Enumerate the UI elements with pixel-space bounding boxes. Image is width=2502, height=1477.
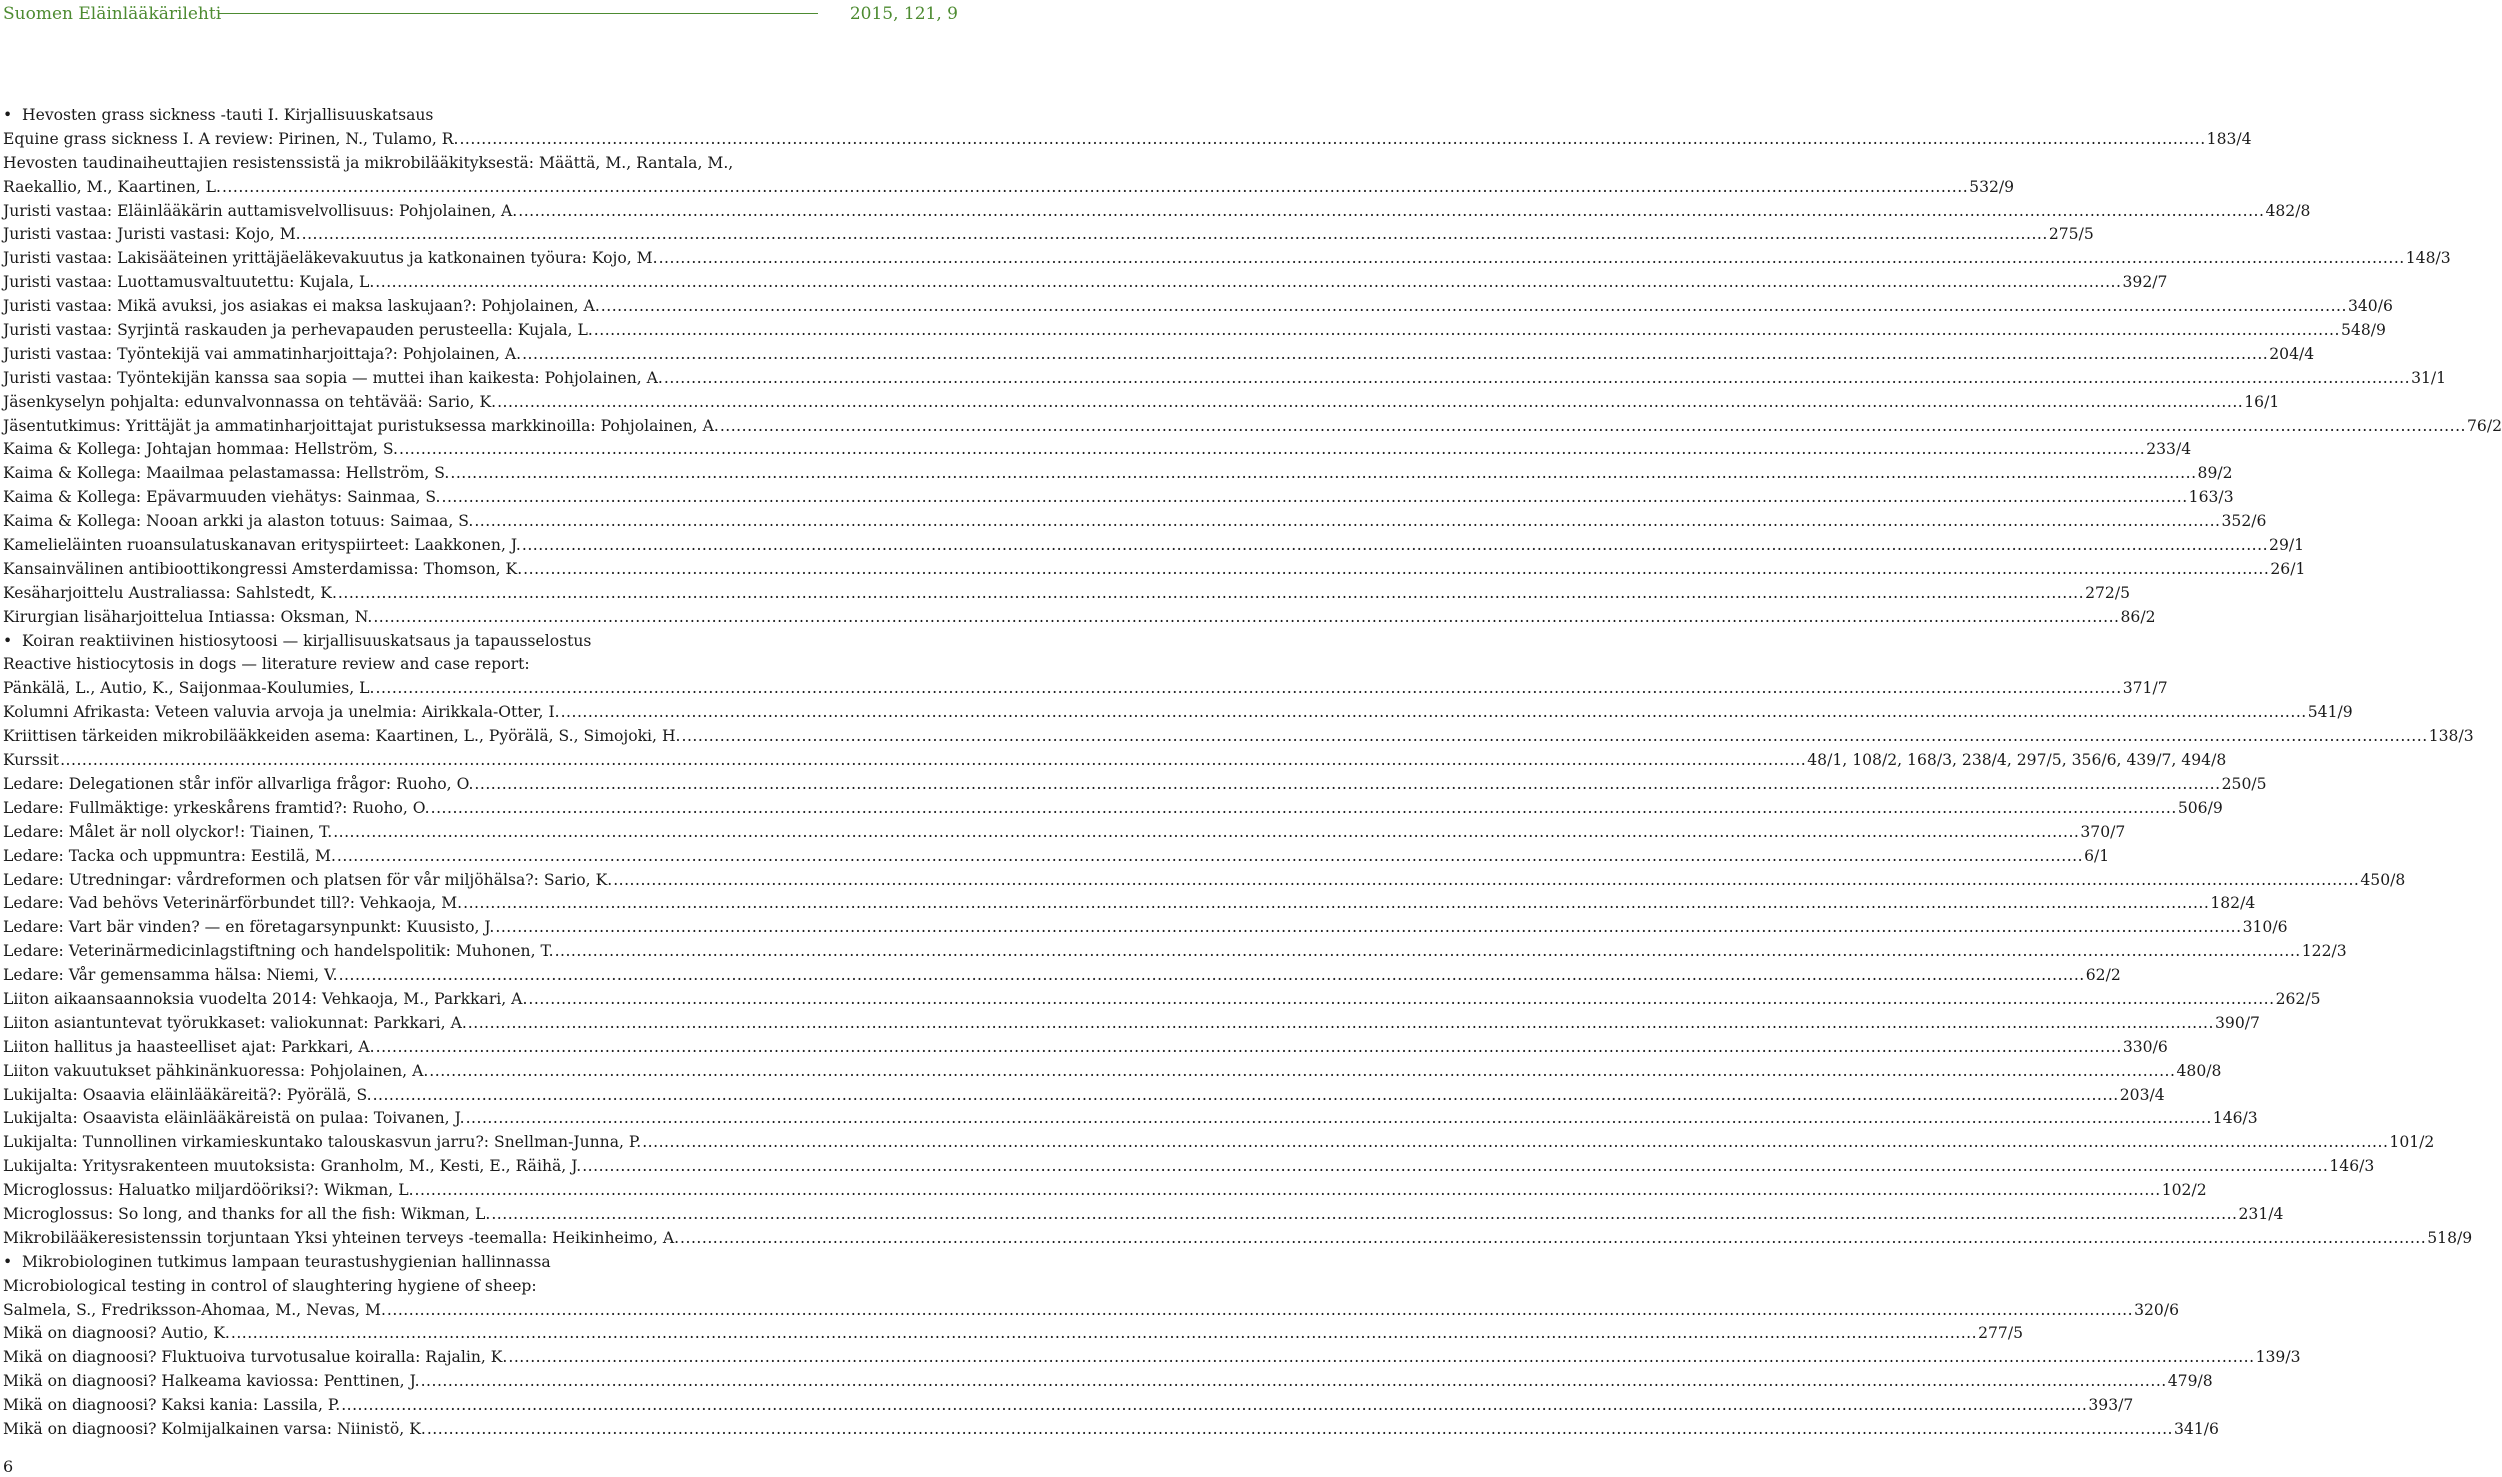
page-reference: 330/6 <box>2122 1037 2168 1056</box>
bullet-icon: • <box>3 631 13 650</box>
index-entry <box>3 1370 2213 1394</box>
page-reference: 277/5 <box>1978 1324 2024 1343</box>
entry-title: Liiton hallitus ja haasteelliset ajat: Parkkari, A. <box>3 1037 375 1056</box>
dot-leader <box>463 892 2209 916</box>
index-entry <box>3 200 2311 224</box>
dot-leader <box>375 271 2121 295</box>
index-entry <box>3 247 2451 271</box>
page-reference: 275/5 <box>2048 225 2094 244</box>
entry-title: Kirurgian lisäharjoittelua Intiassa: Oksman, N. <box>3 607 373 626</box>
entry-title: Ledare: Fullmäktige: yrkeskårens framtid?: Ruoho, O. <box>3 798 430 817</box>
entry-title: Kesäharjoittelu Australiassa: Sahlstedt, K. <box>3 583 337 602</box>
dot-leader <box>518 200 2264 224</box>
page-reference: 102/2 <box>2161 1181 2207 1200</box>
index-entry <box>3 869 2406 893</box>
entry-title: Juristi vastaa: Eläinlääkärin auttamisvelvollisuus: Pohjolainen, A. <box>3 201 518 220</box>
page-reference: 479/8 <box>2167 1372 2213 1391</box>
page-reference: 29/1 <box>2269 536 2305 555</box>
index-entry <box>3 1107 2258 1131</box>
page-reference: 86/2 <box>2120 607 2156 626</box>
entry-title: Salmela, S., Fredriksson-Ahomaa, M., Nevas, M. <box>3 1300 386 1319</box>
index-entry <box>3 223 2094 247</box>
dot-leader <box>373 606 2119 630</box>
header-rule <box>218 13 818 14</box>
dot-leader <box>427 1418 2173 1442</box>
index-entry <box>3 916 2288 940</box>
index-entry <box>3 964 2121 988</box>
index-entry <box>3 534 2305 558</box>
dot-leader <box>495 916 2241 940</box>
index-entry <box>3 438 2192 462</box>
entry-title: Kolumni Afrikasta: Veteen valuvia arvoja ja unelmia: Airikkala-Otter, I. <box>3 703 560 722</box>
page-reference: 76/2 <box>2467 416 2502 435</box>
entry-title: Ledare: Utredningar: vårdreformen och platsen för vår miljöhälsa?: Sario, K. <box>3 870 613 889</box>
dot-leader <box>720 415 2466 439</box>
dot-leader <box>339 964 2085 988</box>
index-entry <box>3 1418 2219 1442</box>
dot-leader <box>421 1370 2167 1394</box>
entry-title: Kamelieläinten ruoansulatuskanavan erityspiirteet: Laakkonen, J. <box>3 536 521 555</box>
dot-leader <box>415 1179 2161 1203</box>
dot-leader <box>302 223 2048 247</box>
entry-title: Microglossus: So long, and thanks for all the fish: Wikman, L. <box>3 1204 491 1223</box>
index-entry <box>3 295 2393 319</box>
page-reference: 31/1 <box>2411 368 2447 387</box>
index-entry <box>3 1179 2207 1203</box>
page-reference: 262/5 <box>2275 989 2321 1008</box>
page-reference: 272/5 <box>2085 583 2131 602</box>
page-reference: 183/4 <box>2206 129 2252 148</box>
dot-leader <box>468 1012 2214 1036</box>
index-entry <box>3 1346 2301 1370</box>
dot-leader <box>459 128 2205 152</box>
index-entries <box>3 104 2502 1442</box>
entry-title: Kaima & Kollega: Epävarmuuden viehätys: Sainmaa, S. <box>3 488 441 507</box>
index-entry <box>3 1299 2180 1323</box>
dot-leader <box>441 486 2187 510</box>
dot-leader <box>466 1107 2212 1131</box>
index-entry <box>3 1012 2260 1036</box>
index-entry <box>3 988 2321 1012</box>
bullet-icon: • <box>3 106 13 124</box>
entry-title: Mikrobilääkeresistenssin torjuntaan Yksi yhteinen terveys -teemalla: Heikinheimo, A. <box>3 1228 680 1247</box>
dot-leader <box>337 845 2083 869</box>
entry-title: Kaima & Kollega: Johtajan hommaa: Hellström, S. <box>3 440 399 459</box>
page-reference: 341/6 <box>2174 1419 2219 1438</box>
dot-leader <box>594 319 2340 343</box>
page-reference: 16/1 <box>2244 392 2280 411</box>
index-entry <box>3 1203 2284 1227</box>
index-entry <box>3 486 2234 510</box>
index-entry <box>3 558 2306 582</box>
entry-title: Mikrobiologinen tutkimus lampaan teurastushygienian hallinnassa <box>22 1252 551 1271</box>
entry-title: Kansainvälinen antibioottikongressi Amsterdamissa: Thomson, K. <box>3 559 523 578</box>
page-reference: 146/3 <box>2329 1157 2375 1176</box>
dot-leader <box>508 1346 2254 1370</box>
page-reference: 204/4 <box>2269 344 2315 363</box>
index-entry <box>3 367 2447 391</box>
entry-title: Raekallio, M., Kaartinen, L. <box>3 177 221 196</box>
page-reference: 320/6 <box>2134 1300 2180 1319</box>
dot-leader <box>474 773 2220 797</box>
page-reference: 352/6 <box>2221 512 2267 531</box>
page-number: 6 <box>3 1457 14 1476</box>
page-reference: 371/7 <box>2122 679 2168 698</box>
entry-title: Mikä on diagnoosi? Kolmijalkainen varsa: Niinistö, K. <box>3 1419 426 1438</box>
dot-leader <box>664 367 2410 391</box>
index-entry <box>3 892 2256 916</box>
index-entry <box>3 606 2156 630</box>
index-entry <box>3 1322 2024 1346</box>
entry-title: Hevosten grass sickness -tauti I. Kirjallisuuskatsaus <box>22 106 434 124</box>
page-reference: 541/9 <box>2307 703 2353 722</box>
dot-leader <box>555 940 2301 964</box>
index-entry <box>3 797 2223 821</box>
page-reference: 233/4 <box>2146 440 2192 459</box>
entry-title: Ledare: Målet är noll olyckor!: Tiainen, T. <box>3 822 333 841</box>
dot-leader <box>431 797 2177 821</box>
page-reference: 482/8 <box>2265 201 2311 220</box>
entry-title: Lukijalta: Osaavia eläinlääkäreitä?: Pyörälä, S. <box>3 1085 372 1104</box>
dot-leader <box>399 438 2145 462</box>
entry-title: Liiton aikaansaannoksia vuodelta 2014: Vehkaoja, M., Parkkari, A. <box>3 989 528 1008</box>
index-entry <box>3 701 2353 725</box>
entry-title: Kaima & Kollega: Nooan arkki ja alaston totuus: Saimaa, S. <box>3 512 474 531</box>
entry-title: Mikä on diagnoosi? Kaksi kania: Lassila, P. <box>3 1396 341 1415</box>
dot-leader <box>523 558 2269 582</box>
entry-title: Pänkälä, L., Autio, K., Saijonmaa-Koulumies, L. <box>3 679 375 698</box>
index-entry <box>3 582 2131 606</box>
page-reference: 506/9 <box>2177 798 2223 817</box>
dot-leader <box>387 1299 2133 1323</box>
bullet-icon: • <box>3 1252 13 1271</box>
index-entry <box>3 415 2502 439</box>
entry-title: Lukijalta: Yritysrakenteen muutoksista: Granholm, M., Kesti, E., Räihä, J. <box>3 1157 582 1176</box>
index-entry <box>3 940 2347 964</box>
index-entry <box>3 176 2015 200</box>
dot-leader <box>582 1155 2328 1179</box>
page-reference: 89/2 <box>2197 464 2233 483</box>
entry-title: Juristi vastaa: Juristi vastasi: Kojo, M. <box>3 225 301 244</box>
page-reference: 392/7 <box>2122 273 2168 292</box>
index-entry <box>3 510 2267 534</box>
entry-title: Kaima & Kollega: Maailmaa pelastamassa: Hellström, S. <box>3 464 450 483</box>
page-reference: 203/4 <box>2119 1085 2165 1104</box>
dot-leader <box>682 725 2428 749</box>
dot-leader <box>491 1203 2237 1227</box>
dot-leader <box>231 1322 1977 1346</box>
dot-leader <box>659 247 2405 271</box>
page-reference: 148/3 <box>2405 249 2451 268</box>
entry-title: Kurssit <box>3 751 60 770</box>
entry-continuation: Microbiological testing in control of slaughtering hygiene of sheep: <box>3 1276 537 1295</box>
dot-leader <box>429 1060 2175 1084</box>
entry-title: Juristi vastaa: Syrjintä raskauden ja perhevapauden perusteella: Kujala, L. <box>3 321 593 340</box>
index-entry <box>3 343 2315 367</box>
page-reference: 182/4 <box>2210 894 2256 913</box>
entry-title: Ledare: Vår gemensamma hälsa: Niemi, V. <box>3 966 338 985</box>
page-reference: 138/3 <box>2428 727 2474 746</box>
page-reference: 139/3 <box>2255 1348 2301 1367</box>
dot-leader <box>341 1394 2087 1418</box>
page-reference: 480/8 <box>2176 1061 2222 1080</box>
entry-title: Juristi vastaa: Lakisääteinen yrittäjäeläkevakuutus ja katkonainen työura: Kojo, M. <box>3 249 658 268</box>
entry-title: Ledare: Vad behövs Veterinärförbundet till?: Vehkaoja, M. <box>3 894 463 913</box>
entry-title: Ledare: Tacka och uppmuntra: Eestilä, M. <box>3 846 336 865</box>
journal-title: Suomen Eläinlääkärilehti <box>3 4 222 24</box>
index-entry <box>3 128 2252 152</box>
entry-title: Jäsenkyselyn pohjalta: edunvalvonnassa on tehtävää: Sario, K. <box>3 392 497 411</box>
dot-leader <box>528 988 2274 1012</box>
bullet-entry <box>3 630 956 654</box>
entry-title: Mikä on diagnoosi? Fluktuoiva turvotusalue koiralla: Rajalin, K. <box>3 1348 508 1367</box>
page-reference: 340/6 <box>2347 297 2393 316</box>
entry-continuation: Reactive histiocytosis in dogs — literature review and case report: <box>3 655 530 674</box>
dot-leader <box>680 1227 2426 1251</box>
dot-leader <box>522 343 2268 367</box>
index-entry <box>3 391 2280 415</box>
page-reference: 250/5 <box>2221 774 2267 793</box>
dot-leader <box>222 176 1968 200</box>
entry-title: Mikä on diagnoosi? Halkeama kaviossa: Penttinen, J. <box>3 1372 420 1391</box>
dot-leader <box>60 749 1806 773</box>
index-entry <box>3 1036 2168 1060</box>
page-header <box>0 0 960 28</box>
index-entry <box>3 677 2168 701</box>
entry-title: Ledare: Delegationen står inför allvarliga frågor: Ruoho, O. <box>3 774 474 793</box>
page-reference: 146/3 <box>2212 1109 2258 1128</box>
index-entry <box>3 1131 2435 1155</box>
index-entry <box>3 1155 2375 1179</box>
page-reference: 26/1 <box>2270 559 2306 578</box>
dot-leader <box>338 582 2084 606</box>
index-entry <box>3 725 2474 749</box>
entry-title: Koiran reaktiivinen histiosytoosi — kirjallisuuskatsaus ja tapausselostus <box>22 631 592 650</box>
entry-title: Mikä on diagnoosi? Autio, K. <box>3 1324 230 1343</box>
page-reference: 450/8 <box>2360 870 2406 889</box>
page-reference: 393/7 <box>2088 1396 2134 1415</box>
index-entry <box>3 1060 2222 1084</box>
index-entry <box>3 845 2110 869</box>
page-reference: 48/1, 108/2, 168/3, 238/4, 297/5, 356/6, 439/7, 494/8 <box>1807 751 2227 770</box>
entry-title: Juristi vastaa: Luottamusvaltuutettu: Kujala, L. <box>3 273 375 292</box>
dot-leader <box>376 1036 2122 1060</box>
dot-leader <box>333 821 2079 845</box>
page-reference: 370/7 <box>2080 822 2126 841</box>
index-entry <box>3 1394 2134 1418</box>
index-entry <box>3 319 2386 343</box>
page-reference: 101/2 <box>2389 1133 2435 1152</box>
entry-title: Juristi vastaa: Työntekijän kanssa saa sopia — muttei ihan kaikesta: Pohjolainen, A. <box>3 368 663 387</box>
index-entry <box>3 462 2233 486</box>
index-entry <box>3 749 2227 773</box>
dot-leader <box>601 295 2347 319</box>
entry-title: Juristi vastaa: Työntekijä vai ammatinharjoittaja?: Pohjolainen, A. <box>3 344 522 363</box>
page-reference: 62/2 <box>2085 966 2121 985</box>
dot-leader <box>522 534 2268 558</box>
entry-title: Kriittisen tärkeiden mikrobilääkkeiden asema: Kaartinen, L., Pyörälä, S., Simojoki, H. <box>3 727 681 746</box>
entry-title: Juristi vastaa: Mikä avuksi, jos asiakas ei maksa laskujaan?: Pohjolainen, A. <box>3 297 600 316</box>
entry-title: Microglossus: Haluatko miljardööriksi?: Wikman, L. <box>3 1181 414 1200</box>
page-reference: 518/9 <box>2427 1228 2473 1247</box>
index-entry <box>3 821 2126 845</box>
entry-title: Liiton vakuutukset pähkinänkuoressa: Pohjolainen, A. <box>3 1061 429 1080</box>
entry-title: Lukijalta: Tunnollinen virkamieskuntako talouskasvun jarru?: Snellman-Junna, P. <box>3 1133 642 1152</box>
dot-leader <box>450 462 2196 486</box>
index-entry <box>3 1227 2473 1251</box>
dot-leader <box>474 510 2220 534</box>
dot-leader <box>376 677 2122 701</box>
entry-title: Jäsentutkimus: Yrittäjät ja ammatinharjoittajat puristuksessa markkinoilla: Pohjolainen, A. <box>3 416 719 435</box>
entry-title: Ledare: Vart bär vinden? — en företagarsynpunkt: Kuusisto, J. <box>3 918 495 937</box>
page-reference: 163/3 <box>2188 488 2234 507</box>
index-entry <box>3 271 2168 295</box>
bullet-entry <box>3 104 956 128</box>
dot-leader <box>561 701 2307 725</box>
page-reference: 532/9 <box>1969 177 2015 196</box>
dot-leader <box>373 1084 2119 1108</box>
page-reference: 548/9 <box>2340 321 2386 340</box>
index-entry <box>3 773 2267 797</box>
page-reference: 6/1 <box>2084 846 2110 865</box>
dot-leader <box>642 1131 2388 1155</box>
entry-title: Ledare: Veterinärmedicinlagstiftning och handelspolitik: Muhonen, T. <box>3 942 554 961</box>
entry-title: Lukijalta: Osaavista eläinlääkäreistä on pulaa: Toivanen, J. <box>3 1109 465 1128</box>
index-entry <box>3 1084 2165 1108</box>
page-reference: 390/7 <box>2214 1013 2260 1032</box>
dot-leader <box>497 391 2243 415</box>
journal-issue: 2015, 121, 9 <box>849 4 958 24</box>
page-reference: 310/6 <box>2242 918 2288 937</box>
bullet-entry <box>3 1251 956 1275</box>
page-reference: 122/3 <box>2301 942 2347 961</box>
entry-continuation: Hevosten taudinaiheuttajien resistenssistä ja mikrobilääkityksestä: Määttä, M., Rantala, M., <box>3 153 734 172</box>
dot-leader <box>613 869 2359 893</box>
entry-title: Liiton asiantuntevat työrukkaset: valiokunnat: Parkkari, A. <box>3 1013 467 1032</box>
page-reference: 231/4 <box>2238 1204 2284 1223</box>
entry-title: Equine grass sickness I. A review: Pirinen, N., Tulamo, R. <box>3 129 459 148</box>
